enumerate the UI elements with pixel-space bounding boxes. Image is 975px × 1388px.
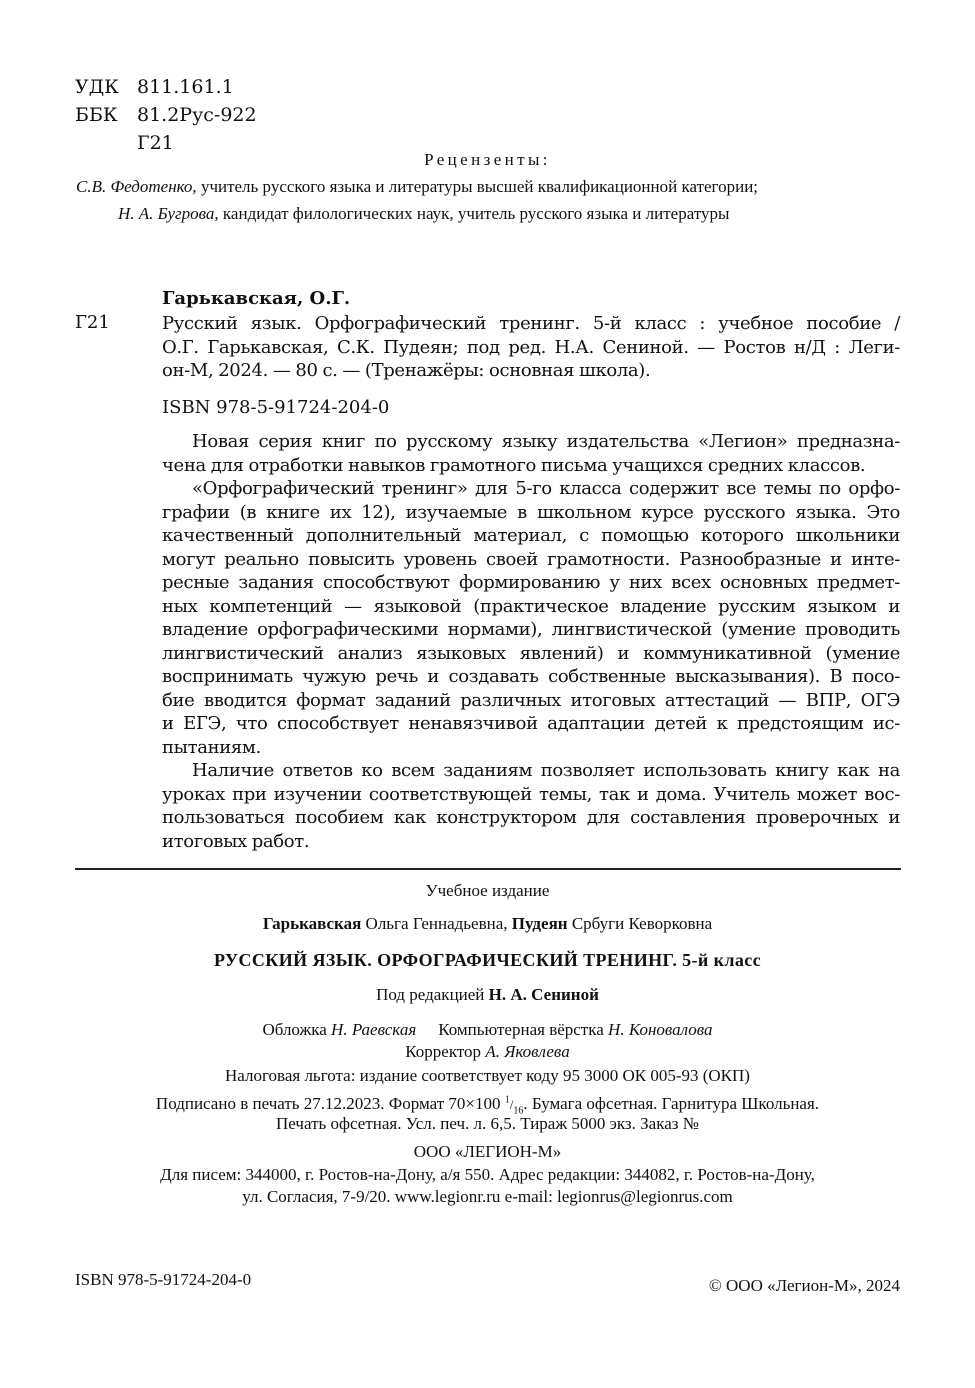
abstract-line: уроках при изучении соответствующей темы, так и дома. Учитель может вос- — [162, 783, 900, 805]
bbk-line — [75, 104, 257, 126]
author1-name: Ольга Геннадьевна, — [361, 914, 512, 933]
abstract-line: «Орфографический тренинг» для 5-го класса содержит все темы по орфо- — [192, 478, 900, 499]
abstract-line: владение орфографическими нормами), лингвистической (умение проводить — [162, 619, 900, 640]
reviewer-1 — [76, 177, 758, 197]
biblio-line: Русский язык. Орфографический тренинг. 5-й класс : учебное пособие / — [162, 313, 900, 334]
layout-name: Н. Коновалова — [608, 1020, 713, 1039]
abstract-line: и ЕГЭ, что способствует ненавязчивой адаптации детей к предстоящим ис- — [162, 713, 900, 734]
reviewers-heading: Рецензенты: — [424, 150, 551, 169]
editor-name: Н. А. Сениной — [488, 985, 599, 1004]
reviewer-2-name: Н. А. Бугрова, — [118, 204, 219, 223]
biblio-author: Гарькавская, О.Г. — [162, 288, 351, 309]
layout-label: Компьютерная вёрстка — [438, 1020, 609, 1039]
abstract-line: качественный дополнительный материал, с помощью которого школьники — [162, 525, 900, 546]
abstract-line: Наличие ответов ко всем заданиям позволяет использовать книгу как на — [192, 760, 900, 781]
abstract-line: пытаниям. — [162, 736, 261, 758]
abstract-line: чена для отработки навыков грамотного письма учащихся средних классов. — [162, 454, 866, 476]
author2-surname: Пудеян — [511, 914, 568, 933]
udk-label: УДК — [75, 76, 119, 98]
divider — [75, 868, 901, 870]
corrector-label: Корректор — [405, 1042, 486, 1061]
book-title: РУССКИЙ ЯЗЫК. ОРФОГРАФИЧЕСКИЙ ТРЕНИНГ. 5-й класс — [213, 950, 762, 970]
reviewer-1-text: учитель русского языка и литературы высшей квалификационной категории; — [196, 177, 759, 196]
udk-code: 811.161.1 — [137, 76, 234, 98]
print-line-2: Печать офсетная. Усл. печ. л. 6,5. Тираж 5000 экз. Заказ № — [276, 1114, 699, 1133]
abstract-line: пользоваться пособием как конструктором для составления проверочных и — [162, 807, 900, 828]
corrector-line — [0, 1042, 975, 1062]
authors-line — [0, 914, 975, 934]
biblio-line: он-М, 2024. — 80 с. — (Тренажёры: основная школа). — [162, 360, 651, 381]
footer-isbn: ISBN 978-5-91724-204-0 — [75, 1270, 252, 1289]
editor-line — [0, 985, 975, 1005]
abstract-line: ресные задания способствуют формированию у них всех основных предмет- — [162, 572, 900, 593]
abstract-line: бие вводится формат заданий различных итоговых аттестаций — ВПР, ОГЭ — [162, 689, 900, 711]
abstract-line: могут реально повысить уровень своей грамотности. Разнообразные и инте- — [162, 548, 900, 570]
abstract-line: Новая серия книг по русскому языку издательства «Легион» предназна- — [192, 431, 900, 452]
address-line-2: ул. Согласия, 7-9/20. www.legionr.ru e-mail: legionrus@legionrus.com — [242, 1187, 733, 1206]
reviewer-1-name: С.В. Федотенко, — [76, 177, 197, 196]
biblio-description — [162, 312, 900, 383]
format-fraction-numerator: 1 — [504, 1094, 510, 1106]
editor-prefix: Под редакцией — [376, 985, 489, 1004]
biblio-line: О.Г. Гарькавская, С.К. Пудеян; под ред. Н.А. Сениной. — Ростов н/Д : Леги- — [162, 336, 900, 358]
reviewer-2 — [118, 204, 729, 224]
author-mark: Г21 — [137, 132, 174, 154]
corrector-name: А. Яковлева — [485, 1042, 570, 1061]
biblio-isbn: ISBN 978-5-91724-204-0 — [162, 397, 390, 418]
cover-layout-line — [0, 1020, 975, 1040]
tax-line: Налоговая льгота: издание соответствует коду 95 3000 ОК 005-93 (ОКП) — [225, 1066, 750, 1085]
footer-copyright: © ООО «Легион-М», 2024 — [708, 1276, 900, 1295]
cover-name: Н. Раевская — [331, 1020, 417, 1039]
author1-surname: Гарькавская — [262, 914, 362, 933]
print-line-1a: Подписано в печать 27.12.2023. Формат 70×100 — [155, 1094, 505, 1113]
format-fraction-denominator: 16 — [513, 1105, 524, 1117]
bbk-label: ББК — [75, 104, 118, 126]
reviewer-2-text: кандидат филологических наук, учитель русского языка и литературы — [218, 204, 730, 223]
address-line-1: Для писем: 344000, г. Ростов-на-Дону, а/я 550. Адрес редакции: 344082, г. Ростов-на-Дону, — [160, 1165, 815, 1184]
udk-line — [75, 76, 234, 98]
edition-type: Учебное издание — [425, 881, 550, 900]
format-fraction-slash: / — [509, 1097, 514, 1112]
abstract-line: итоговых работ. — [162, 830, 310, 852]
author2-name: Србуги Кеворковна — [567, 914, 713, 933]
cover-label: Обложка — [262, 1020, 332, 1039]
bbk-code: 81.2Рус-922 — [137, 104, 257, 126]
publisher: ООО «ЛЕГИОН-М» — [413, 1142, 562, 1161]
abstract-line: воспринимать чужую речь и создавать собственные высказывания). В посо- — [162, 666, 900, 687]
biblio-mark: Г21 — [75, 312, 110, 333]
abstract-line: графии (в книге их 12), изучаемые в школьном курсе русского языка. Это — [162, 501, 900, 523]
abstract-line: ных компетенций — языковой (практическое владение русским языком и — [162, 595, 900, 617]
abstract — [162, 430, 900, 853]
abstract-line: лингвистический анализ языковых явлений) и коммуникативной (умение — [162, 642, 900, 664]
print-line-1b: . Бумага офсетная. Гарнитура Школьная. — [523, 1094, 820, 1113]
